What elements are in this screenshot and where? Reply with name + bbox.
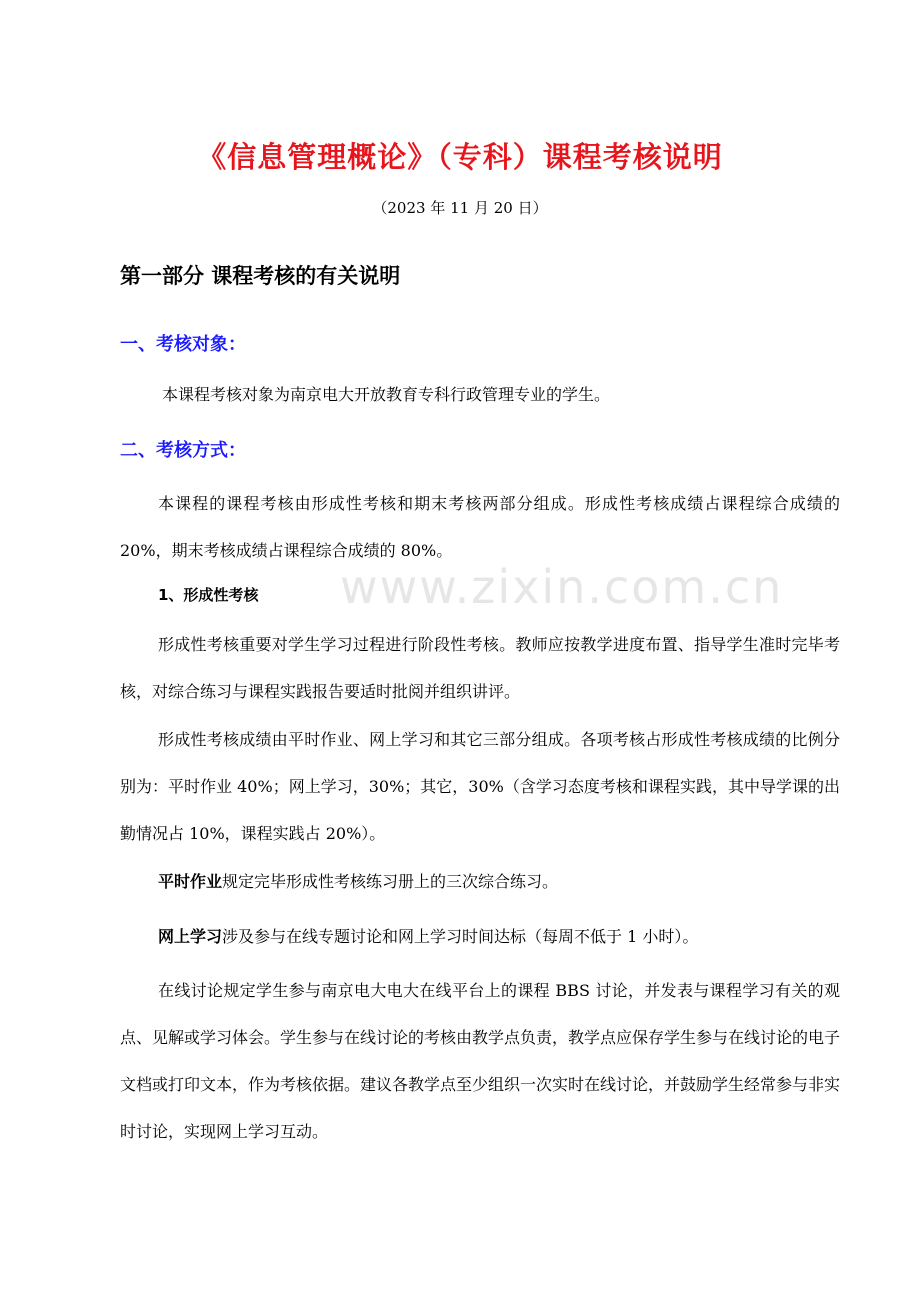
homework-label: 平时作业: [158, 872, 223, 891]
section-target-text: 本课程考核对象为南京电大开放教育专科行政管理专业的学生。: [162, 385, 611, 404]
subsection-heading-formative: 1、形成性考核: [158, 586, 259, 604]
online-discussion-paragraph: 在线讨论规定学生参与南京电大电大在线平台上的课程 BBS 讨论，并发表与课程学习有关的观点、见解或学习体会。学生参与在线讨论的考核由教学点负责，教学点应保存学生参与在线讨论的电子文档或打印文本，作为考核依据。建议各教学点至少组织一次实时在线讨论，并鼓励学生经常参与非实时讨论，实现网上学习互动。: [120, 981, 841, 1141]
section-method-text: 本课程的课程考核由形成性考核和期末考核两部分组成。形成性考核成绩占课程综合成绩的 20%，期末考核成绩占课程综合成绩的 80%。: [120, 494, 840, 560]
online-learning-paragraph: [120, 913, 840, 960]
online-learning-label: 网上学习: [158, 927, 223, 946]
section-heading-method: 二、考核方式：: [120, 440, 246, 461]
part-heading: 第一部分 课程考核的有关说明: [120, 264, 401, 288]
formative-paragraph-1: 形成性考核重要对学生学习过程进行阶段性考核。教师应按教学进度布置、指导学生准时完毕考核，对综合练习与课程实践报告要适时批阅并组织讲评。: [120, 635, 840, 701]
homework-text: 规定完毕形成性考核练习册上的三次综合练习。: [222, 872, 559, 891]
watermark: www.zixin.com.cn: [340, 560, 784, 614]
homework-paragraph: [120, 858, 840, 905]
formative-paragraph-2: 形成性考核成绩由平时作业、网上学习和其它三部分组成。各项考核占形成性考核成绩的比例分别为：平时作业 40%；网上学习，30%；其它，30%（含学习态度考核和课程实践，其中导学课的出勤情况占 10%，课程实践占 20%）。: [120, 730, 840, 843]
document-date: （2023 年 11 月 20 日）: [372, 199, 548, 217]
online-learning-text: 涉及参与在线专题讨论和网上学习时间达标（每周不低于 1 小时）。: [222, 927, 699, 946]
document-title: 《信息管理概论》（专科）课程考核说明: [197, 140, 723, 174]
section-heading-target: 一、考核对象：: [120, 334, 246, 355]
